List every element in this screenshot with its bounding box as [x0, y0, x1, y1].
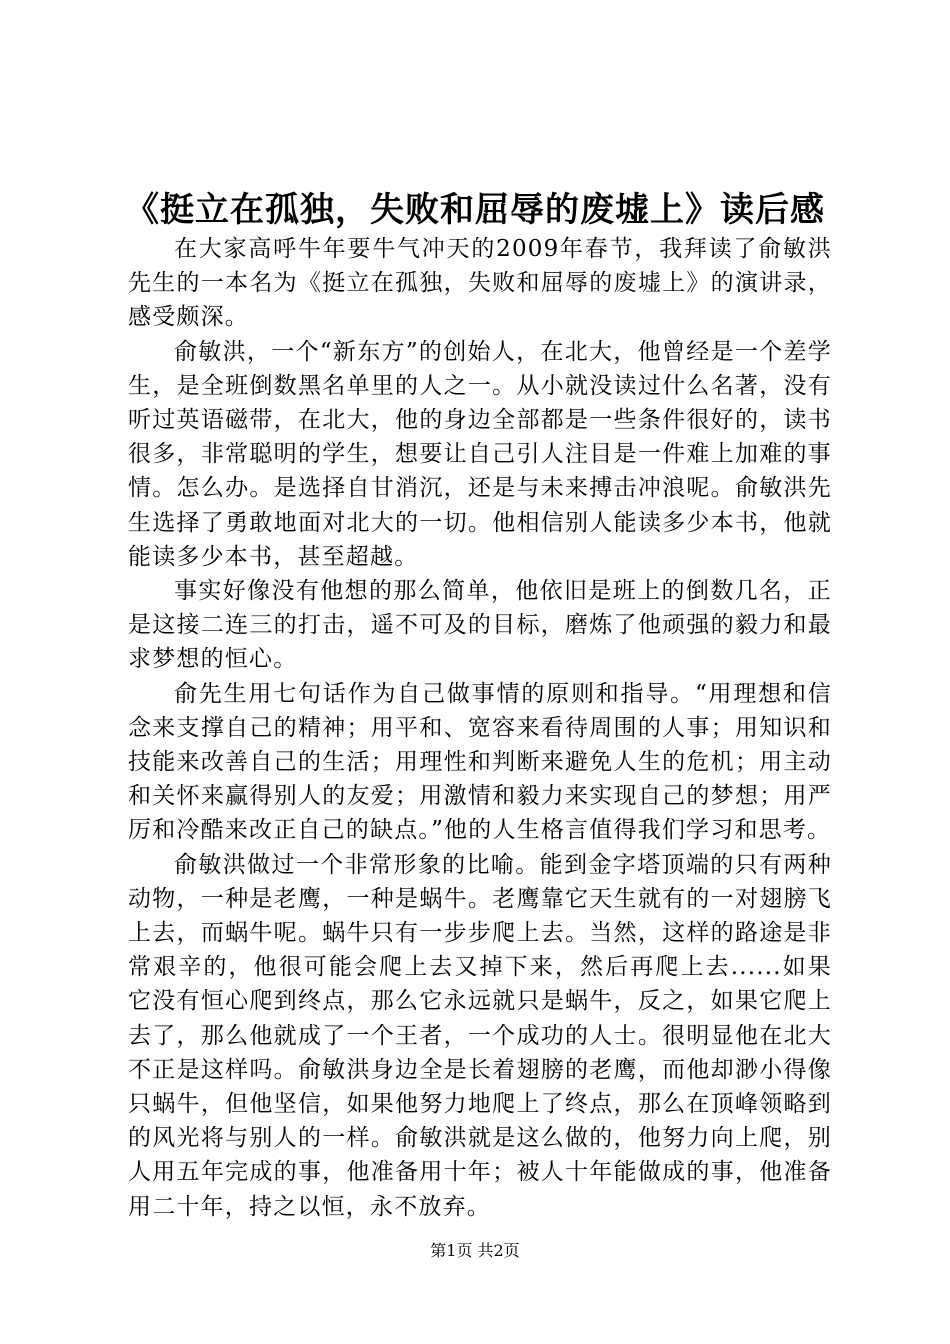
- paragraph-4: 俞先生用七句话作为自己做事情的原则和指导。“用理想和信念来支撑自己的精神；用平和、宽容来看待周围的人事；用知识和技能来改善自己的生活；用理性和判断来避免人生的危机；用主动和关怀来赢得别人的友爱；用激情和毅力来实现自己的梦想；用严厉和冷酷来改正自己的缺点。”他的人生格言值得我们学习和思考。: [128, 680, 832, 844]
- paragraph-5: 俞敏洪做过一个非常形象的比喻。能到金字塔顶端的只有两种动物，一种是老鹰，一种是蜗牛。老鹰靠它天生就有的一对翅膀飞上去，而蜗牛呢。蜗牛只有一步步爬上去。当然，这样的路途是非常艰辛的，他很可能会爬上去又掉下来，然后再爬上去......如果它没有恒心爬到终点，那么它永远就只是蜗牛，反之，如果它爬上去了，那么他就成了一个王者，一个成功的人士。很明显他在北大不正是这样吗。俞敏洪身边全是长着翅膀的老鹰，而他却渺小得像只蜗牛，但他坚信，如果他努力地爬上了终点，那么在顶峰领略到的风光将与别人的一样。俞敏洪就是这么做的，他努力向上爬，别人用五年完成的事，他准备用十年；被人十年能做成的事，他准备用二十年，持之以恒，永不放弃。: [128, 851, 832, 1220]
- page-number-footer: 第1页 共2页: [430, 1241, 520, 1260]
- document-title: 《挺立在孤独，失败和屈辱的废墟上》读后感: [125, 190, 825, 230]
- paragraph-2: 俞敏洪，一个“新东方”的创始人，在北大，他曾经是一个差学生，是全班倒数黑名单里的人之一。从小就没读过什么名著，没有听过英语磁带，在北大，他的身边全部都是一些条件很好的，读书很多，非常聪明的学生，想要让自己引人注目是一件难上加难的事情。怎么办。是选择自甘消沉，还是与未来搏击冲浪呢。俞敏洪先生选择了勇敢地面对北大的一切。他相信别人能读多少本书，他就能读多少本书，甚至超越。: [128, 338, 832, 570]
- paragraph-1: 在大家高呼牛年要牛气冲天的2009年春节，我拜读了俞敏洪先生的一本名为《挺立在孤独，失败和屈辱的废墟上》的演讲录，感受颇深。: [128, 236, 832, 331]
- paragraph-3: 事实好像没有他想的那么简单，他依旧是班上的倒数几名，正是这接二连三的打击，遥不可及的目标，磨炼了他顽强的毅力和最求梦想的恒心。: [128, 578, 832, 673]
- document-body: [128, 232, 832, 1224]
